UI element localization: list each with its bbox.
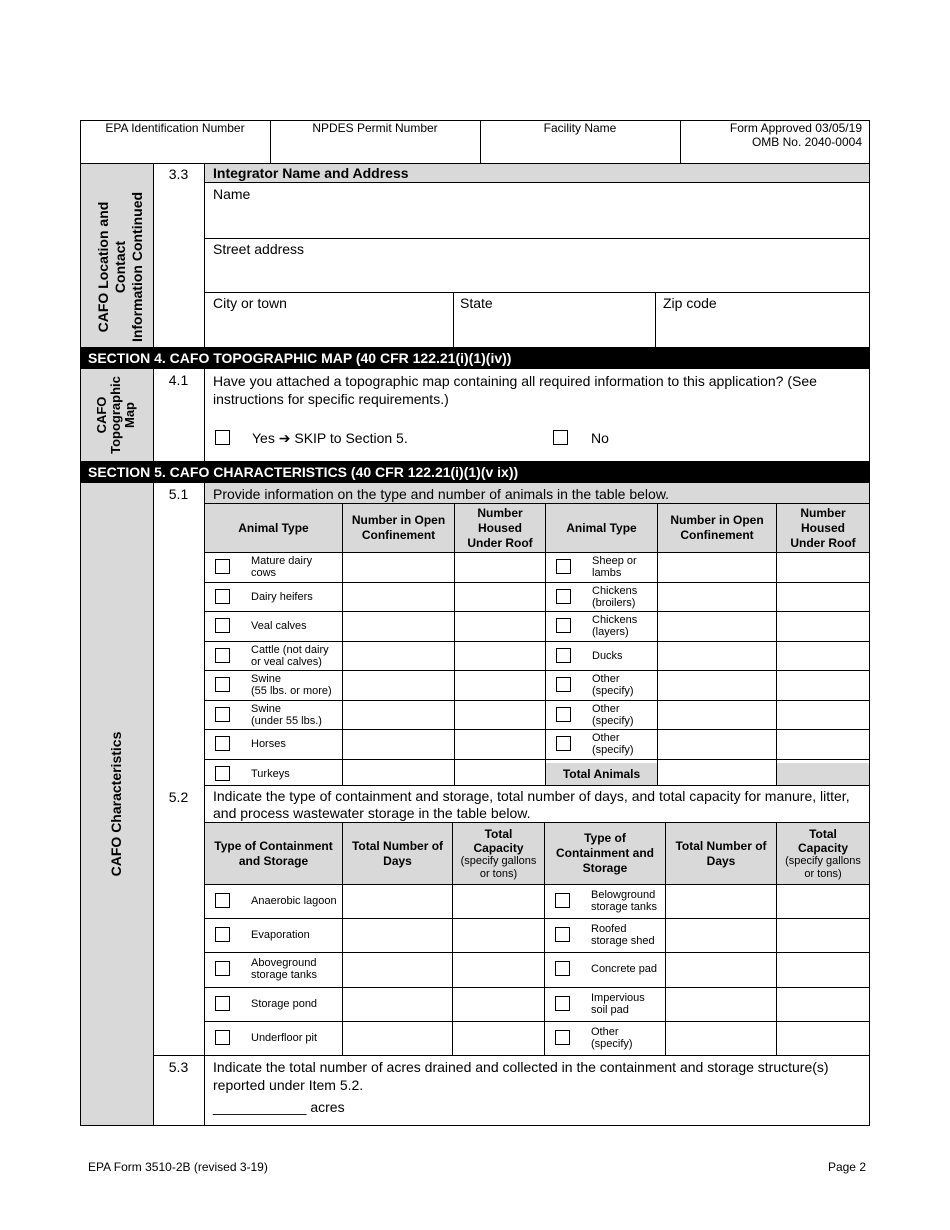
integrator-zip-field[interactable]: Zip code <box>663 295 717 311</box>
animal-left-5-checkbox[interactable] <box>215 707 230 722</box>
topo-map-yes-label: Yes ➔ SKIP to Section 5. <box>252 430 408 446</box>
storage-right-1-label: Roofed storage shed <box>591 923 655 948</box>
col-days-left: Total Number of Days <box>351 838 444 868</box>
storage-left-0-label: Anaerobic lagoon <box>251 895 337 907</box>
item-5-1-number: 5.1 <box>168 486 189 502</box>
animal-right-0-label: Sheep or lambs <box>592 555 637 579</box>
animal-right-3-checkbox[interactable] <box>556 648 571 663</box>
storage-left-2-label: Aboveground storage tanks <box>251 957 318 982</box>
storage-right-4-checkbox[interactable] <box>555 1030 570 1045</box>
total-animals-label: Total Animals <box>562 767 641 781</box>
item-5-2-text: Indicate the type of containment and storage, total number of days, and total capacity for manure, litter, and process wastewater storage in the table below. <box>213 788 850 821</box>
animal-left-7-checkbox[interactable] <box>215 766 230 781</box>
item-3-3-number: 3.3 <box>168 166 189 182</box>
storage-left-1-checkbox[interactable] <box>215 927 230 942</box>
topo-map-no-label: No <box>591 430 609 446</box>
footer-page-number: Page 2 <box>827 1160 866 1174</box>
animal-left-1-checkbox[interactable] <box>215 589 230 604</box>
col-housed-left: Number Housed Under Roof <box>467 505 533 550</box>
integrator-title: Integrator Name and Address <box>213 165 409 181</box>
topo-map-no-checkbox[interactable] <box>553 430 568 445</box>
animal-left-3-checkbox[interactable] <box>215 648 230 663</box>
integrator-city-field[interactable]: City or town <box>213 295 287 311</box>
col-capacity-right: Total Capacity (specify gallons or tons) <box>785 826 861 880</box>
col-open-confinement-left: Number in Open Confinement <box>351 513 446 542</box>
animal-left-6-label: Horses <box>251 738 286 750</box>
col-animal-type-right: Animal Type <box>566 520 637 535</box>
animal-left-4-checkbox[interactable] <box>215 677 230 692</box>
facility-name-label: Facility Name <box>543 121 617 135</box>
animal-right-6-checkbox[interactable] <box>556 736 571 751</box>
animal-right-5-checkbox[interactable] <box>556 707 571 722</box>
storage-right-0-label: Belowground storage tanks <box>591 889 658 913</box>
animal-right-6-label: Other (specify) <box>592 732 634 756</box>
total-animals-housed-shaded <box>777 763 869 785</box>
section4-header-bar: SECTION 4. CAFO TOPOGRAPHIC MAP (40 CFR 122.21(i)(1)(iv)) <box>80 347 870 369</box>
animal-left-2-checkbox[interactable] <box>215 618 230 633</box>
storage-right-2-checkbox[interactable] <box>555 961 570 976</box>
animal-left-1-label: Dairy heifers <box>251 590 313 603</box>
item-5-2-number: 5.2 <box>168 789 189 805</box>
acres-field[interactable]: ____________ acres <box>213 1099 345 1115</box>
col-animal-type-left: Animal Type <box>238 520 309 535</box>
animal-right-2-label: Chickens (layers) <box>592 614 638 638</box>
animal-right-2-checkbox[interactable] <box>556 618 571 633</box>
form-approved-label: Form Approved 03/05/19 <box>729 121 862 135</box>
right-arrow-icon: ➔ <box>278 430 291 446</box>
animal-left-7-label: Turkeys <box>251 767 290 780</box>
integrator-street-field[interactable]: Street address <box>213 241 305 257</box>
npdes-permit-label: NPDES Permit Number <box>312 121 438 135</box>
epa-id-label: EPA Identification Number <box>105 121 245 135</box>
storage-right-2-label: Concrete pad <box>591 963 658 976</box>
storage-right-4-label: Other (specify) <box>591 1025 633 1050</box>
animal-right-3-label: Ducks <box>592 649 623 662</box>
animal-right-1-checkbox[interactable] <box>556 589 571 604</box>
storage-left-1-label: Evaporation <box>251 929 310 942</box>
animal-right-1-label: Chickens (broilers) <box>592 584 638 609</box>
storage-left-3-checkbox[interactable] <box>215 996 230 1011</box>
footer-form-id: EPA Form 3510-2B (revised 3-19) <box>88 1160 268 1174</box>
storage-left-3-label: Storage pond <box>251 997 318 1010</box>
col-containment-type-left: Type of Containment and Storage <box>214 838 333 868</box>
storage-right-3-label: Impervious soil pad <box>591 991 645 1016</box>
storage-left-0-checkbox[interactable] <box>215 893 230 908</box>
item-5-3-text: Indicate the total number of acres drained and collected in the containment and storage structure(s) reported under Item 5.2. <box>213 1059 829 1093</box>
animal-right-5-label: Other (specify) <box>592 702 634 727</box>
storage-left-4-checkbox[interactable] <box>215 1030 230 1045</box>
section4-side-label: CAFO Topographic Map <box>94 376 137 454</box>
animal-right-0-checkbox[interactable] <box>556 559 571 574</box>
storage-right-1-checkbox[interactable] <box>555 927 570 942</box>
section3-side-label: CAFO Location and Contact Information Continued <box>95 191 145 343</box>
animal-left-5-label: Swine (under 55 lbs.) <box>251 702 322 727</box>
storage-right-3-checkbox[interactable] <box>555 996 570 1011</box>
item-5-1-text: Provide information on the type and number of animals in the table below. <box>213 486 670 502</box>
animal-left-6-checkbox[interactable] <box>215 736 230 751</box>
storage-left-2-checkbox[interactable] <box>215 961 230 976</box>
topo-map-question: Have you attached a topographic map containing all required information to this application? (See instructions for specific requirements.) <box>213 373 817 407</box>
section5-side-label: CAFO Characteristics <box>108 731 124 877</box>
col-containment-type-right: Type of Containment and Storage <box>556 831 654 875</box>
storage-left-4-label: Underfloor pit <box>251 1031 318 1044</box>
integrator-state-field[interactable]: State <box>460 295 493 311</box>
topo-map-yes-checkbox[interactable] <box>215 430 230 445</box>
section5-header-bar: SECTION 5. CAFO CHARACTERISTICS (40 CFR 122.21(i)(1)(v ix)) <box>80 461 870 483</box>
animal-left-4-label: Swine (55 lbs. or more) <box>251 673 332 697</box>
animal-left-0-label: Mature dairy cows <box>251 555 313 579</box>
integrator-name-field[interactable]: Name <box>213 186 251 202</box>
animal-left-3-label: Cattle (not dairy or veal calves) <box>251 643 329 668</box>
item-4-1-number: 4.1 <box>168 372 189 388</box>
item-5-3-number: 5.3 <box>168 1059 189 1075</box>
col-open-confinement-right: Number in Open Confinement <box>670 513 764 542</box>
animal-left-0-checkbox[interactable] <box>215 559 230 574</box>
storage-right-0-checkbox[interactable] <box>555 893 570 908</box>
animal-right-4-label: Other (specify) <box>592 673 634 697</box>
col-capacity-left: Total Capacity (specify gallons or tons) <box>460 826 537 880</box>
col-days-right: Total Number of Days <box>675 838 767 868</box>
animal-left-2-label: Veal calves <box>251 620 307 632</box>
col-housed-right: Number Housed Under Roof <box>790 505 856 550</box>
animal-right-4-checkbox[interactable] <box>556 677 571 692</box>
omb-number: OMB No. 2040-0004 <box>751 135 862 149</box>
